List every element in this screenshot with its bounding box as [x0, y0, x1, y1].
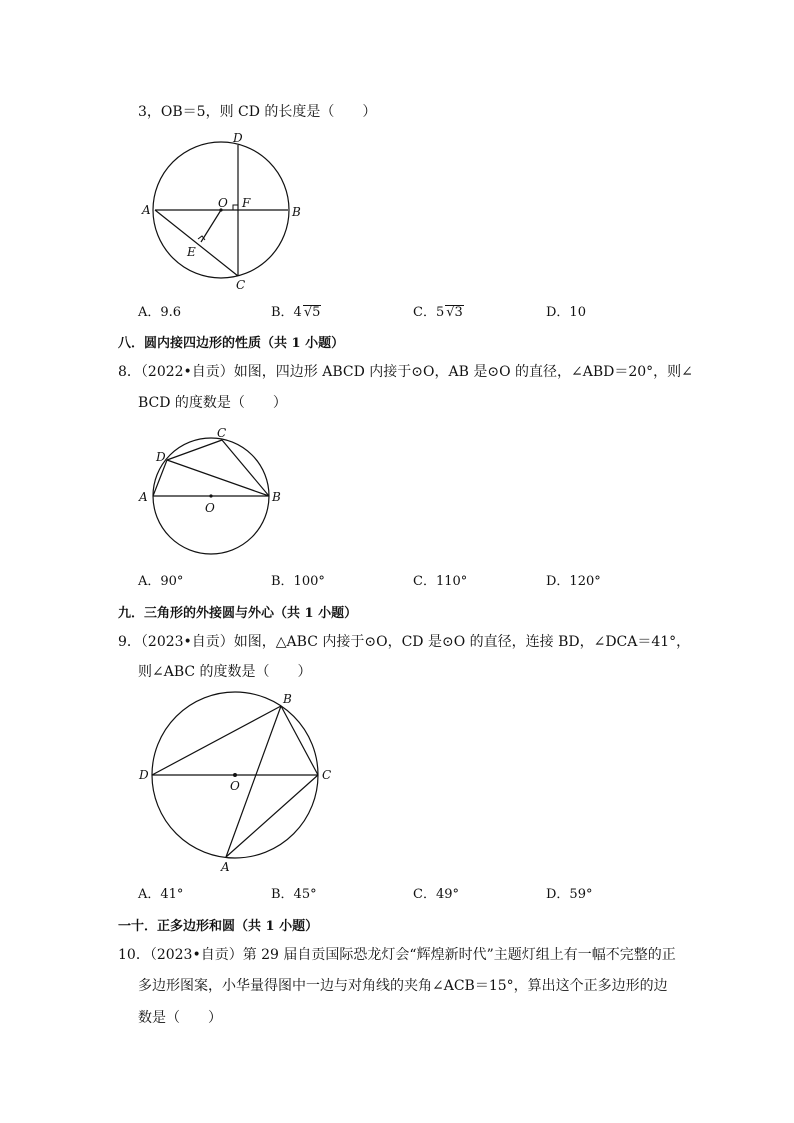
- q9-option-a[interactable]: A．41°: [138, 887, 184, 902]
- q9-line1: 9．（2023•自贡）如图，△ABC 内接于⊙O，CD 是⊙O 的直径，连接 BD，∠DCA＝41°，: [118, 634, 691, 650]
- q7-label-C: C: [236, 278, 246, 292]
- q9-options: [138, 883, 658, 903]
- q9-line2: 则∠ABC 的度数是（ ）: [138, 664, 312, 680]
- q7-label-B: B: [292, 205, 301, 219]
- q9-label-D: D: [139, 768, 149, 782]
- q8-label-A: A: [139, 490, 148, 504]
- q7-option-c[interactable]: C．5 √3: [413, 305, 463, 320]
- q10-line2: 多边形图案，小华量得图中一边与对角线的夹角∠ACB＝15°，算出这个正多边形的边: [138, 978, 668, 994]
- q9-label-B: B: [283, 692, 292, 706]
- q7-label-E: E: [187, 245, 196, 259]
- q9-label-A: A: [221, 860, 230, 874]
- q8-options: [138, 570, 658, 590]
- section-8-title: 八．圆内接四边形的性质（共 1 小题）: [118, 336, 345, 351]
- q8-option-a[interactable]: A．90°: [138, 574, 184, 589]
- q7-label-A: A: [142, 203, 151, 217]
- q8-label-C: C: [217, 426, 227, 440]
- q7-stem-tail: 3，OB＝5，则 CD 的长度是（ ）: [138, 104, 377, 120]
- q9-option-b[interactable]: B．45°: [271, 887, 317, 902]
- q8-figure: [130, 420, 300, 560]
- q9-label-C: C: [322, 768, 332, 782]
- q7-label-O: O: [218, 196, 228, 210]
- q7-option-d[interactable]: D．10: [546, 305, 586, 320]
- q8-option-d[interactable]: D．120°: [546, 574, 601, 589]
- q8-option-c[interactable]: C．110°: [413, 574, 468, 589]
- q7-figure: [130, 125, 330, 295]
- q9-option-c[interactable]: C．49°: [413, 887, 459, 902]
- q8-line1: 8．（2022•自贡）如图，四边形 ABCD 内接于⊙O，AB 是⊙O 的直径，∠ABD＝20°，则∠: [118, 364, 693, 380]
- q8-label-D: D: [156, 450, 166, 464]
- q7-options: [138, 301, 658, 321]
- q7-option-a[interactable]: A．9.6: [138, 305, 182, 320]
- q8-option-b[interactable]: B．100°: [271, 574, 325, 589]
- q10-line1: 10．（2023•自贡）第 29 届自贡国际恐龙灯会“辉煌新时代”主题灯组上有一幅不完整的正: [118, 947, 676, 963]
- q8-line2: BCD 的度数是（ ）: [138, 395, 287, 411]
- q10-line3: 数是（ ）: [138, 1010, 222, 1026]
- q9-figure: [130, 685, 340, 875]
- q9-option-d[interactable]: D．59°: [546, 887, 593, 902]
- q8-label-O: O: [205, 501, 215, 515]
- q8-label-B: B: [272, 490, 281, 504]
- section-9-title: 九．三角形的外接圆与外心（共 1 小题）: [118, 606, 358, 621]
- q7-option-b[interactable]: B．4 √5: [271, 305, 321, 320]
- q9-label-O: O: [230, 779, 240, 793]
- q7-label-D: D: [233, 131, 243, 145]
- q7-label-F: F: [242, 196, 251, 210]
- section-10-title: 一十．正多边形和圆（共 1 小题）: [118, 919, 319, 934]
